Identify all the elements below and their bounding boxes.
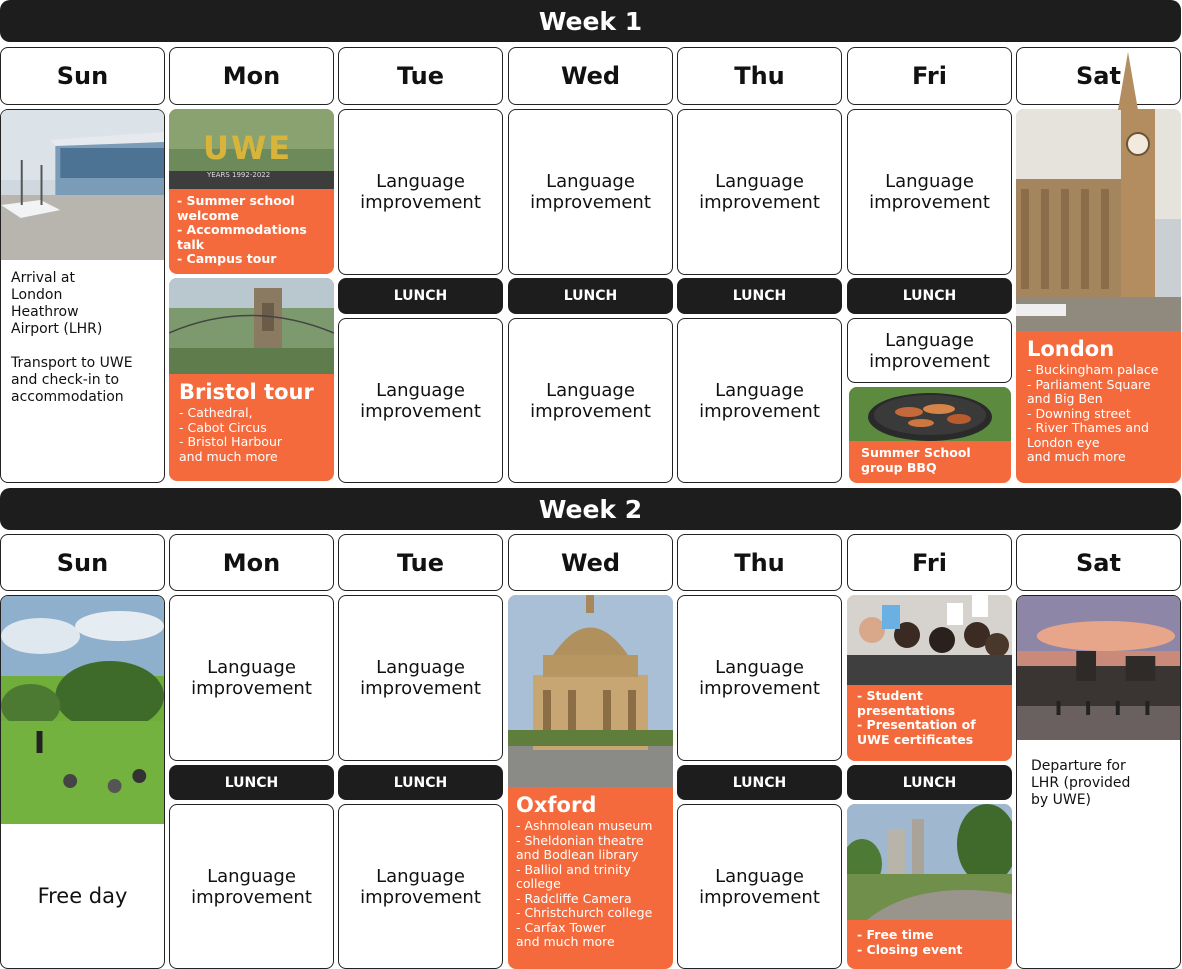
park-photo xyxy=(1,596,164,824)
sunset-harbour-photo xyxy=(1017,596,1180,740)
w1-thu-language-am: Language improvement xyxy=(677,109,842,275)
w2-mon-lunch: LUNCH xyxy=(169,765,334,800)
uwe-sign-subtext: YEARS 1992-2022 xyxy=(207,171,271,179)
w1-tue-lunch: LUNCH xyxy=(338,278,503,314)
w2-tue-language-pm: Language improvement xyxy=(338,804,503,969)
river-walk-photo xyxy=(847,804,1012,920)
day-header-sun: Sun xyxy=(0,47,165,105)
day-header-wed: Wed xyxy=(508,47,673,105)
day-header-tue: Tue xyxy=(338,47,503,105)
uwe-sign-text: UWE xyxy=(203,129,293,167)
w1-sat-london-list: - Buckingham palace - Parliament Square and Big Ben - Downing street - River Thames and London eye and much more xyxy=(1027,362,1159,464)
w2-day-header-wed: Wed xyxy=(508,534,673,591)
w2-fri-presentations-card xyxy=(847,595,1012,761)
w1-mon-bristol-card xyxy=(169,278,334,481)
w1-wed-language-pm: Language improvement xyxy=(508,318,673,483)
w2-tue-lunch: LUNCH xyxy=(338,765,503,800)
week-1-title: Week 1 xyxy=(538,6,643,36)
day-header-fri: Fri xyxy=(847,47,1012,105)
w1-thu-language-pm: Language improvement xyxy=(677,318,842,483)
day-header-mon: Mon xyxy=(169,47,334,105)
airport-photo xyxy=(1,110,164,260)
bbq-photo xyxy=(849,387,1011,441)
w1-fri-language-pm: Language improvement xyxy=(847,318,1012,383)
w2-thu-language-pm: Language improvement xyxy=(677,804,842,969)
w2-day-header-tue: Tue xyxy=(338,534,503,591)
day-header-sat: Sat xyxy=(1016,47,1181,105)
w1-sun-text: Arrival at London Heathrow Airport (LHR) Transport to UWE and check-in to accommodation xyxy=(11,270,133,405)
w2-mon-language-am: Language improvement xyxy=(169,595,334,761)
w2-sun-text: Free day xyxy=(37,884,128,908)
week-1-header xyxy=(0,0,1181,42)
w2-sun-card xyxy=(0,595,165,969)
w1-mon-bristol-list: - Cathedral, - Cabot Circus - Bristol Harbour and much more xyxy=(179,405,283,464)
day-header-thu: Thu xyxy=(677,47,842,105)
w2-day-header-sat: Sat xyxy=(1016,534,1181,591)
w1-fri-bbq-text: Summer School group BBQ xyxy=(861,445,971,475)
w2-mon-language-pm: Language improvement xyxy=(169,804,334,969)
w2-day-header-thu: Thu xyxy=(677,534,842,591)
w2-sat-text: Departure for LHR (provided by UWE) xyxy=(1031,758,1131,808)
w2-thu-language-am: Language improvement xyxy=(677,595,842,761)
w2-tue-language-am: Language improvement xyxy=(338,595,503,761)
w2-day-header-sun: Sun xyxy=(0,534,165,591)
w1-mon-welcome-list: - Summer school welcome - Accommodations talk - Campus tour xyxy=(177,193,307,266)
w2-wed-oxford-card xyxy=(508,595,673,969)
w1-sun-card xyxy=(0,109,165,483)
w2-day-header-fri: Fri xyxy=(847,534,1012,591)
w2-thu-lunch: LUNCH xyxy=(677,765,842,800)
w1-tue-language-am: Language improvement xyxy=(338,109,503,275)
w2-fri-presentations-list: - Student presentations - Presentation of UWE certificates xyxy=(857,688,976,747)
w1-wed-lunch: LUNCH xyxy=(508,278,673,314)
w1-fri-bbq-card xyxy=(849,387,1011,483)
w1-thu-lunch: LUNCH xyxy=(677,278,842,314)
w2-fri-closing-list: - Free time - Closing event xyxy=(857,927,963,957)
big-ben-photo xyxy=(1016,109,1181,331)
w1-fri-lunch: LUNCH xyxy=(847,278,1012,314)
uwe-sign-photo xyxy=(169,109,334,189)
w1-fri-language-am: Language improvement xyxy=(847,109,1012,275)
bristol-bridge-photo xyxy=(169,278,334,374)
w2-wed-oxford-title: Oxford xyxy=(516,793,597,817)
w1-mon-welcome-card xyxy=(169,109,334,274)
radcliffe-camera-photo xyxy=(508,595,673,787)
w1-sat-london-title: London xyxy=(1027,337,1115,361)
big-ben-spire-icon xyxy=(1113,52,1143,110)
week-2-title: Week 2 xyxy=(538,494,643,524)
w1-wed-language-am: Language improvement xyxy=(508,109,673,275)
w1-sat-london-card xyxy=(1016,109,1181,483)
w2-sat-card xyxy=(1016,595,1181,969)
w2-fri-lunch: LUNCH xyxy=(847,765,1012,800)
w2-fri-closing-card xyxy=(847,804,1012,969)
w2-day-header-mon: Mon xyxy=(169,534,334,591)
week-2-header xyxy=(0,488,1181,530)
w1-mon-bristol-title: Bristol tour xyxy=(179,380,314,404)
w1-tue-language-pm: Language improvement xyxy=(338,318,503,483)
students-certificates-photo xyxy=(847,595,1012,685)
w2-wed-oxford-list: - Ashmolean museum - Sheldonian theatre and Bodlean library - Balliol and trinity college - Radcliffe Camera - Christchurch college - Carfax Tower and much more xyxy=(516,818,653,949)
